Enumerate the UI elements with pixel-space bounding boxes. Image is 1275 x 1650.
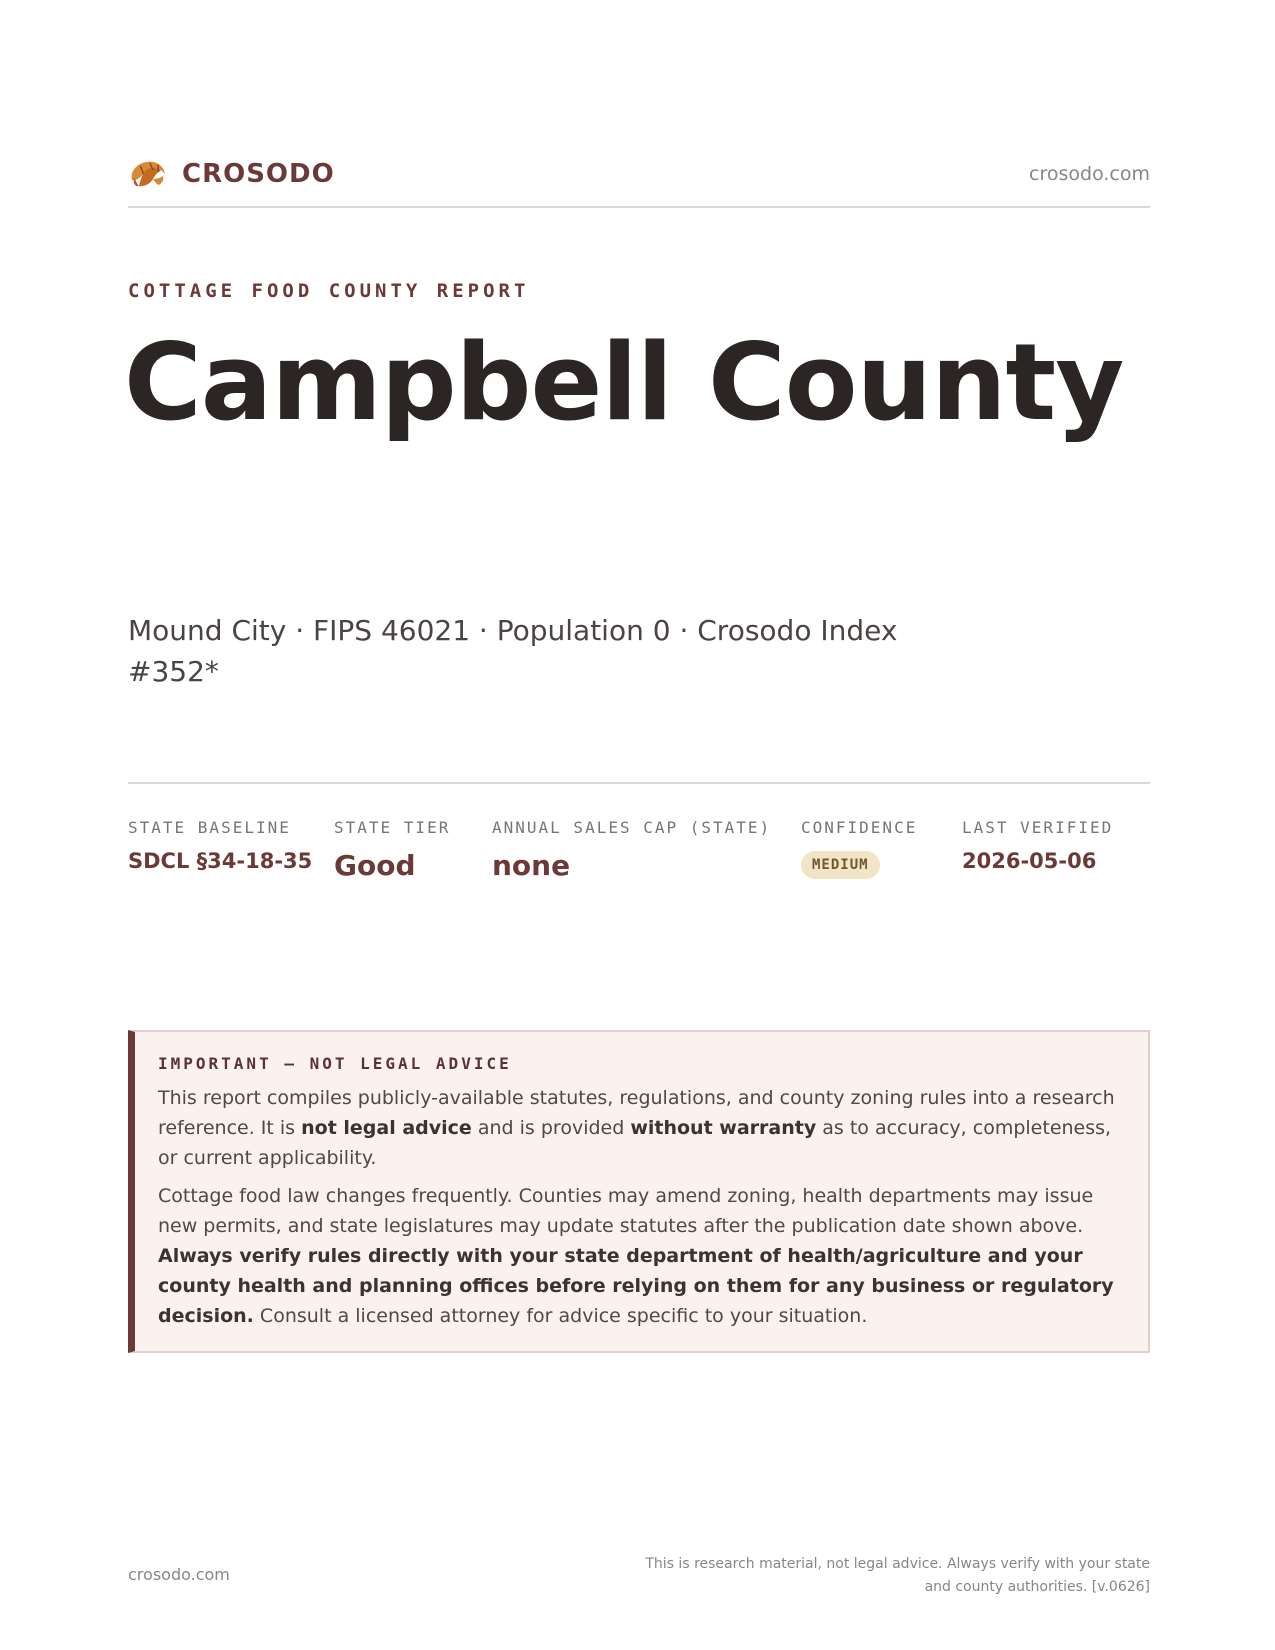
stats-divider — [128, 782, 1150, 784]
notice-text: as to accuracy, completeness, or current applicability. — [158, 1117, 1112, 1169]
site-url-link[interactable]: crosodo.com — [1029, 163, 1150, 185]
stat-value: SDCL §34-18-35 — [128, 849, 313, 873]
report-eyebrow: COTTAGE FOOD COUNTY REPORT — [128, 280, 530, 302]
notice-emphasis: not legal advice — [301, 1117, 472, 1139]
stat-value: none — [492, 849, 571, 882]
stat-last-verified — [962, 818, 1113, 873]
notice-text: Cottage food law changes frequently. Counties may amend zoning, health departments may issue new permits, and state legislatures may update statutes after the publication date shown above. — [158, 1185, 1094, 1237]
footer-site-url[interactable]: crosodo.com — [128, 1565, 230, 1584]
notice-emphasis: without warranty — [630, 1117, 817, 1139]
stat-label: ANNUAL SALES CAP (STATE) — [492, 818, 772, 837]
notice-emphasis: Always verify rules directly with your state department of health/agriculture and your county health and planning offices before relying on them for any business or regulatory decision. — [158, 1245, 1114, 1327]
page-header — [128, 158, 1150, 208]
notice-text: This report compiles publicly-available statutes, regulations, and county zoning rules into a research reference. It is — [158, 1087, 1115, 1139]
stat-label: LAST VERIFIED — [962, 818, 1114, 837]
stat-label: STATE BASELINE — [128, 818, 291, 837]
report-page — [124, 0, 1150, 1650]
county-subtitle: Mound City · FIPS 46021 · Population 0 · Crosodo Index #352* — [128, 614, 898, 688]
stat-state-baseline — [128, 818, 312, 873]
croissant-icon — [128, 156, 168, 192]
notice-paragraph — [158, 1181, 1126, 1331]
stat-label: STATE TIER — [334, 818, 451, 837]
stat-label: CONFIDENCE — [801, 818, 918, 837]
brand-name: CROSODO — [182, 159, 335, 189]
stat-value: 2026-05-06 — [962, 849, 1097, 873]
stat-confidence — [801, 818, 917, 879]
notice-paragraph — [158, 1083, 1126, 1173]
footer-disclaimer: This is research material, not legal advice. Always verify with your state and county authorities. [v.0626] — [645, 1556, 1150, 1595]
notice-text: and is provided — [471, 1117, 631, 1139]
notice-title: IMPORTANT — NOT LEGAL ADVICE — [158, 1054, 512, 1073]
stat-state-tier — [334, 818, 450, 882]
confidence-badge: MEDIUM — [801, 851, 880, 879]
stat-sales-cap — [492, 818, 771, 882]
notice-text: Consult a licensed attorney for advice specific to your situation. — [253, 1305, 868, 1327]
page-title: Campbell County — [124, 321, 1124, 444]
brand[interactable] — [128, 156, 335, 192]
legal-notice — [128, 1030, 1150, 1353]
stat-value: Good — [334, 849, 416, 882]
